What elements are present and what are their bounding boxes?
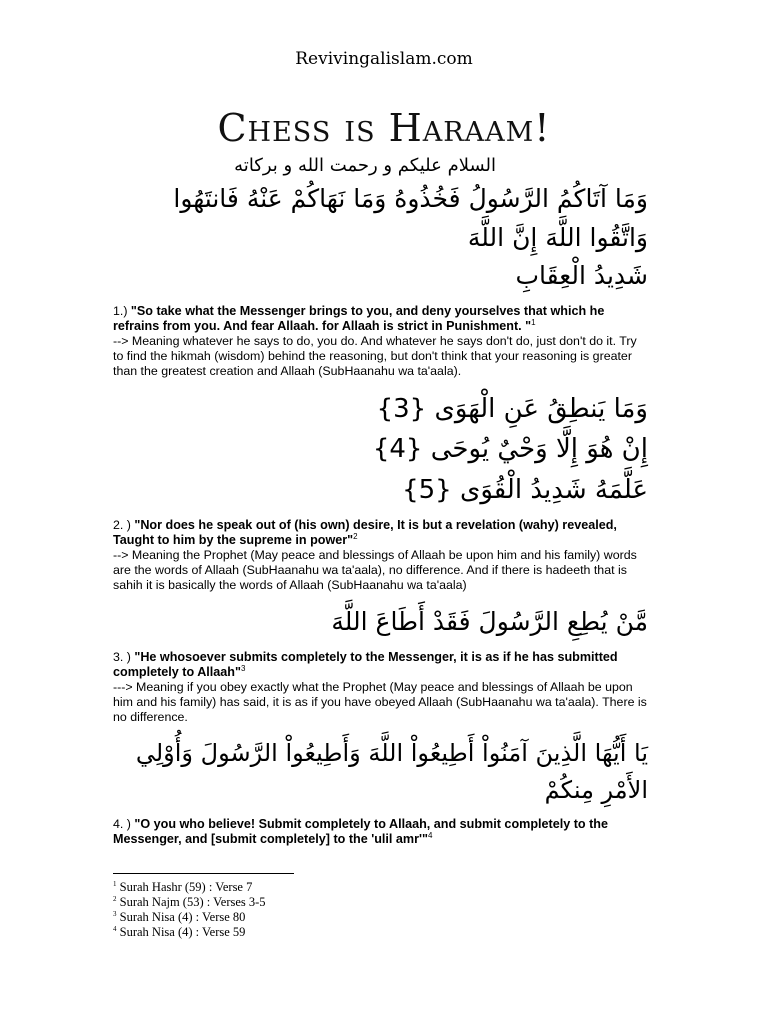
- section-quote: "Nor does he speak out of (his own) desire, It is but a revelation (wahy) revealed, Taught to him by the supreme in power": [113, 518, 617, 548]
- document-body: [113, 152, 648, 960]
- verse-arabic: مَّنْ يُطِعِ الرَّسُولَ فَقَدْ أَطَاعَ اللَّهَ: [331, 607, 648, 637]
- section-1: [113, 304, 648, 379]
- verse-arabic: يَا أَيُّهَا الَّذِينَ آمَنُواْ أَطِيعُواْ اللَّهَ وَأَطِيعُواْ الرَّسُولَ وَأُوْلِي الأَمْرِ مِنكُمْ: [135, 738, 648, 804]
- site-header: Revivingalislam.com: [295, 49, 473, 69]
- verse-arabic: وَمَا يَنطِقُ عَنِ الْهَوَى {3}: [376, 394, 648, 425]
- section-quote: "So take what the Messenger brings to you, and deny yourselves that which he refrains from you. And fear Allaah. for Allaah is strict in Punishment. ": [113, 304, 605, 334]
- footnote-number: 2: [113, 895, 117, 903]
- verse-arabic: عَلَّمَهُ شَدِيدُ الْقُوَى {5}: [402, 474, 648, 505]
- footnote-ref: 4: [427, 831, 433, 841]
- footnote-ref: 3: [240, 663, 246, 673]
- footnote-ref: 1: [531, 318, 536, 328]
- section-3: [113, 650, 648, 725]
- footnote-number: 3: [113, 910, 117, 918]
- section-2: [113, 518, 648, 593]
- section-explanation: --> Meaning whatever he says to do, you do. And whatever he says don't do, just don't do it. Try to find the hikmah (wisdom) behind the reasoning, but don't think that your reasoning is greater than the greatest creation and Allaah (SubHaanahu wa ta'aala).: [113, 334, 637, 379]
- verse-arabic: إِنْ هُوَ إِلَّا وَحْيٌ يُوحَى {4}: [372, 434, 648, 465]
- footnote-number: 1: [113, 880, 117, 888]
- section-quote: "O you who believe! Submit completely to Allaah, and submit completely to the Messenger, and [submit completely] to the 'ulil amr'": [113, 817, 609, 847]
- section-quote: "He whosoever submits completely to the Messenger, it is as if he has submitted completely to Allaah": [113, 649, 618, 679]
- section-explanation: ---> Meaning if you obey exactly what the Prophet (May peace and blessings of Allaah be upon him and his family) has said, it is as if you have obeyed Allaah (SubHaanahu wa ta'aala). There is no difference.: [113, 679, 647, 724]
- footnote-text: Surah Hashr (59) : Verse 7: [119, 880, 253, 895]
- footnote-text: Surah Nisa (4) : Verse 80: [119, 910, 246, 925]
- footnote-divider: [113, 873, 294, 874]
- section-4: [113, 817, 648, 847]
- footnote-ref: 2: [353, 531, 358, 541]
- footnote-text: Surah Najm (53) : Verses 3-5: [119, 895, 266, 910]
- section-number: 1.): [113, 304, 128, 319]
- footnote-number: 4: [113, 925, 117, 933]
- verse-arabic: شَدِيدُ الْعِقَابِ: [515, 261, 648, 291]
- verse-arabic: وَمَا آتَاكُمُ الرَّسُولُ فَخُذُوهُ وَمَا نَهَاكُمْ عَنْهُ فَانتَهُوا وَاتَّقُوا اللَّهَ إِنَّ اللَّهَ: [173, 183, 648, 252]
- footnote-text: Surah Nisa (4) : Verse 59: [119, 925, 246, 940]
- greeting-arabic: السلام عليكم و رحمت الله و بركاته: [234, 155, 496, 176]
- footnote: [113, 910, 648, 925]
- footnote: [113, 895, 648, 910]
- section-number: 2. ): [113, 518, 131, 533]
- section-number: 3. ): [113, 649, 131, 664]
- footnote: [113, 880, 648, 895]
- page-title: Chess is Haraam!: [217, 106, 551, 150]
- footnote: [113, 925, 648, 940]
- section-explanation: --> Meaning the Prophet (May peace and blessings of Allaah be upon him and his family) words are the words of Allaah (SubHaanahu wa ta'aala), no difference. And if there is hadeeth that is sahih it is basically the words of Allaah (SubHaanahu wa ta'aala): [113, 548, 637, 593]
- footnotes: [113, 880, 648, 960]
- section-number: 4. ): [113, 817, 131, 832]
